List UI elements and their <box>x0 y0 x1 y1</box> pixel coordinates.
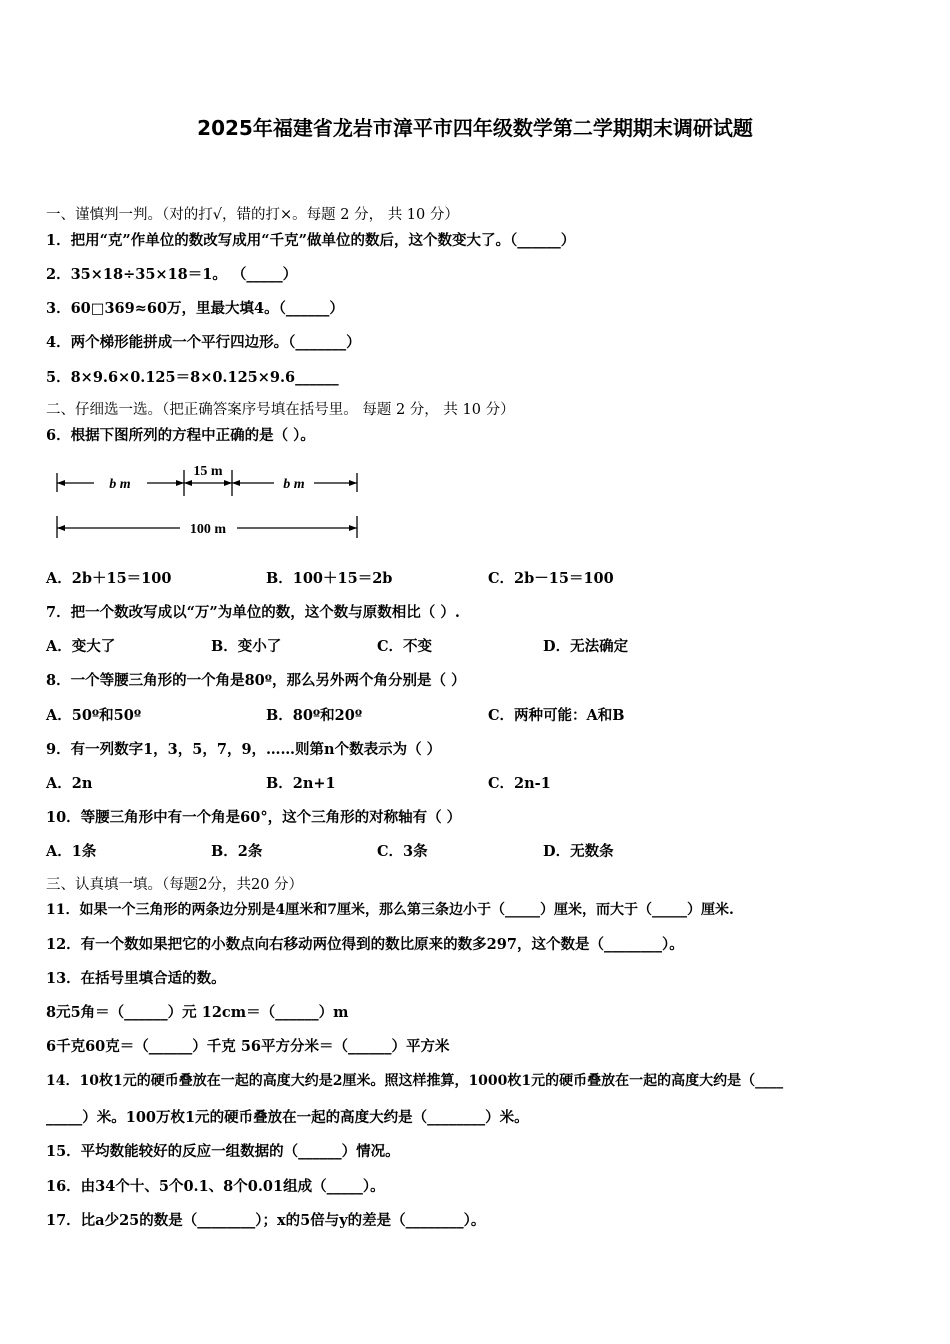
question-4: 4．两个梯形能拼成一个平行四边形。（_______） <box>46 334 361 351</box>
question-13a: 8元5角＝（______）元 12cm＝（______）m <box>46 1004 349 1021</box>
q6-option-c: C．2b－15＝100 <box>488 570 614 587</box>
section-1-heading: 一、谨慎判一判。（对的打√，错的打×。每题 2 分， 共 10 分） <box>46 207 459 223</box>
section-2-heading: 二、仔细选一选。（把正确答案序号填在括号里。 每题 2 分， 共 10 分） <box>46 402 515 418</box>
question-8: 8．一个等腰三角形的一个角是80º，那么另外两个角分别是（ ） <box>46 672 466 689</box>
q6-option-a: A．2b＋15＝100 <box>46 570 172 587</box>
q9-option-a: A．2n <box>46 775 93 792</box>
q6-option-b: B．100＋15＝2b <box>266 570 393 587</box>
section-3-heading: 三、认真填一填。（每题2分，共20 分） <box>46 877 304 893</box>
question-13b: 6千克60克＝（______）千克 56平方分米＝（______）平方米 <box>46 1038 450 1055</box>
q7-option-b: B．变小了 <box>211 638 282 655</box>
question-12: 12．有一个数如果把它的小数点向右移动两位得到的数比原来的数多297，这个数是（________）。 <box>46 936 684 953</box>
q9-option-b: B．2n+1 <box>266 775 336 792</box>
label-mid: 15 m <box>193 464 223 479</box>
q8-option-a: A．50º和50º <box>46 707 142 724</box>
q10-option-d: D．无数条 <box>543 843 614 860</box>
question-11: 11．如果一个三角形的两条边分别是4厘米和7厘米，那么第三条边小于（_____）厘米，而大于（_____）厘米. <box>46 902 734 918</box>
label-right: b m <box>283 477 305 492</box>
q9-option-c: C．2n-1 <box>488 775 551 792</box>
q10-option-a: A．1条 <box>46 843 97 860</box>
q7-option-c: C．不变 <box>377 638 433 655</box>
q10-option-c: C．3条 <box>377 843 428 860</box>
question-13: 13．在括号里填合适的数。 <box>46 970 226 987</box>
q10-option-b: B．2条 <box>211 843 263 860</box>
label-total: 100 m <box>189 522 227 537</box>
question-7: 7．把一个数改写成以“万”为单位的数，这个数与原数相比（ ）. <box>46 604 460 621</box>
segment-diagram <box>52 458 372 544</box>
question-10: 10．等腰三角形中有一个角是60°，这个三角形的对称轴有（ ） <box>46 809 462 826</box>
question-9: 9．有一列数字1，3，5，7，9，……则第n个数表示为（ ） <box>46 741 442 758</box>
label-left: b m <box>109 477 131 492</box>
question-14-line-2: _____）米。100万枚1元的硬币叠放在一起的高度大约是（________）米。 <box>46 1109 529 1126</box>
question-6: 6．根据下图所列的方程中正确的是（ ）。 <box>46 427 315 444</box>
page-title: 2025年福建省龙岩市漳平市四年级数学第二学期期末调研试题 <box>197 116 753 140</box>
question-14-line-1: 14．10枚1元的硬币叠放在一起的高度大约是2厘米。照这样推算，1000枚1元的硬币叠放在一起的高度大约是（____ <box>46 1073 784 1089</box>
question-16: 16．由34个十、5个0.1、8个0.01组成（_____）。 <box>46 1178 385 1195</box>
question-17: 17．比a少25的数是（________）；x的5倍与y的差是（________）。 <box>46 1212 486 1229</box>
question-15: 15．平均数能较好的反应一组数据的（______）情况。 <box>46 1143 400 1160</box>
question-1: 1．把用“克”作单位的数改写成用“千克”做单位的数后，这个数变大了。（______） <box>46 232 576 249</box>
question-5: 5．8×9.6×0.125＝8×0.125×9.6______ <box>46 369 339 386</box>
question-2: 2．35×18÷35×18＝1。 （_____） <box>46 266 298 283</box>
q7-option-d: D．无法确定 <box>543 638 629 655</box>
question-3: 3．60□369≈60万，里最大填4。（______） <box>46 300 344 317</box>
q8-option-b: B．80º和20º <box>266 707 363 724</box>
q7-option-a: A．变大了 <box>46 638 116 655</box>
q8-option-c: C．两种可能：A和B <box>488 707 625 724</box>
